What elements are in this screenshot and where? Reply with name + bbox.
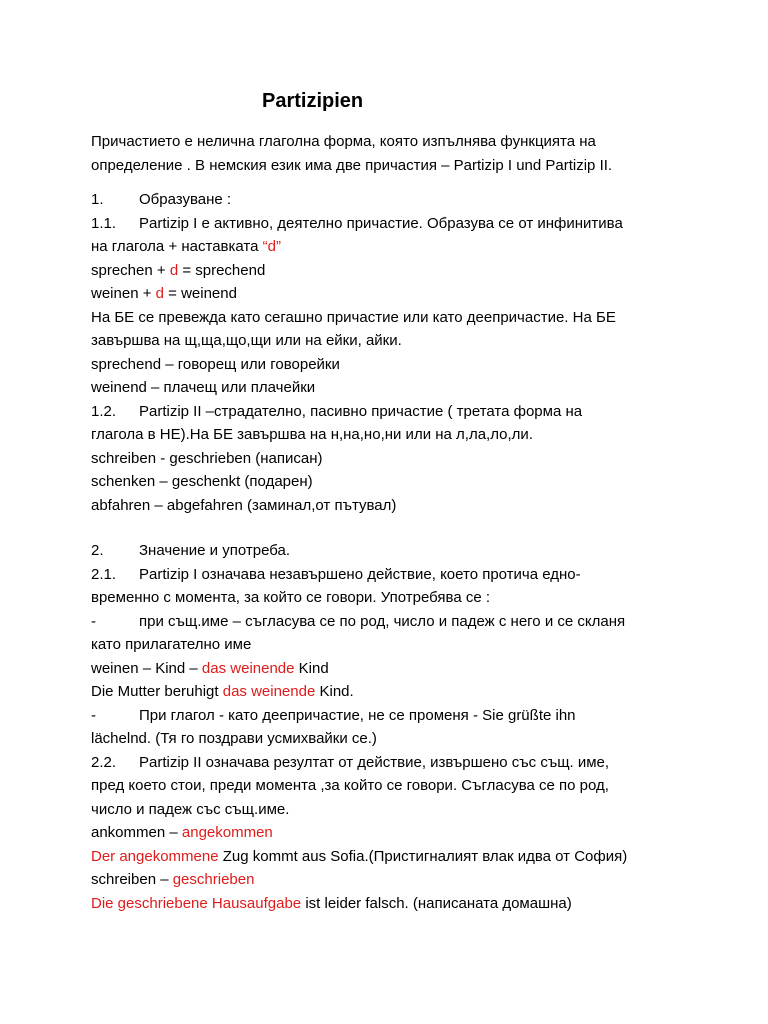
paragraph-number: 1.1. bbox=[91, 214, 117, 232]
example-text: Kind bbox=[294, 659, 329, 677]
bullet-dash: - bbox=[91, 706, 96, 724]
example-line bbox=[91, 680, 731, 704]
section-1-heading bbox=[91, 188, 731, 212]
example-line bbox=[91, 845, 731, 869]
highlight-text: Der angekommene bbox=[91, 847, 219, 865]
example-text: sprechen + bbox=[91, 261, 170, 279]
highlight-text: das weinende bbox=[222, 683, 316, 700]
paragraph-1-2-cont: глагола в НЕ).На БЕ завършва на н,на,но,ни или на л,ла,ло,ли. bbox=[91, 426, 533, 443]
paragraph-2-2-cont: пред което стои, преди момента ,за който се говори. Съгласува се по род, bbox=[91, 777, 609, 794]
paragraph-text: Partizip I е активно, деятелно причастие. Образува се от инфинитива bbox=[139, 214, 623, 232]
bullet-text: При глагол - като деепричастие, не се променя - Sie grüßte ihn bbox=[139, 706, 576, 724]
highlight-text: d bbox=[155, 285, 164, 302]
example-text: Die Mutter beruhigt bbox=[91, 683, 223, 700]
example-text: Kind. bbox=[315, 683, 354, 700]
example-line bbox=[91, 821, 731, 845]
example-text: weinen + bbox=[91, 285, 156, 302]
example-text: ist leider falsch. (написаната домашна) bbox=[301, 894, 572, 912]
bullet-line bbox=[91, 610, 731, 634]
example-text: = sprechend bbox=[178, 261, 266, 279]
section-number: 2. bbox=[91, 542, 104, 559]
example-line: schreiben - geschrieben (написан) bbox=[91, 449, 323, 467]
bullet-text: при същ.име – съгласува се по род, число и падеж с него и се скланя bbox=[139, 612, 626, 630]
paragraph-1-1 bbox=[91, 212, 731, 236]
document-title: Partizipien bbox=[262, 90, 364, 112]
translation-line: завършва на щ,ща,що,щи или на ейки, айки. bbox=[91, 332, 402, 349]
bullet-line-cont: lächelnd. (Тя го поздрави усмихвайки се.) bbox=[91, 730, 377, 747]
paragraph-number: 1.2. bbox=[91, 402, 117, 420]
paragraph-2-1-cont: временно с момента, за който се говори. Употребява се : bbox=[91, 589, 491, 606]
example-text: Zug kommt aus Sofia.(Пристигналият влак идва от София) bbox=[218, 847, 628, 865]
example-text: ankommen – bbox=[91, 824, 182, 841]
example-line: weinend – плачещ или плачейки bbox=[91, 379, 316, 396]
example-line: abfahren – abgefahren (заминал,от пътувал) bbox=[91, 496, 397, 514]
paragraph-text: Partizip II –страдателно, пасивно причастие ( третата форма на bbox=[139, 402, 583, 420]
example-text: schreiben – bbox=[91, 871, 173, 888]
highlight-suffix: “d” bbox=[262, 238, 281, 255]
paragraph-text: Partizip I означава незавършено действие, което протича едно- bbox=[139, 565, 581, 583]
example-line bbox=[91, 868, 731, 892]
paragraph-1-1-cont bbox=[91, 235, 731, 259]
example-line bbox=[91, 892, 731, 916]
highlight-text: Die geschriebene Hausaufgabe bbox=[91, 894, 302, 912]
example-text: weinen – Kind – bbox=[91, 659, 202, 677]
translation-line: На БЕ се превежда като сегашно причастие или като деепричастие. На БЕ bbox=[91, 308, 616, 326]
paragraph-2-2 bbox=[91, 751, 731, 775]
example-line: sprechend – говорещ или говорейки bbox=[91, 355, 340, 373]
highlight-text: d bbox=[169, 261, 179, 279]
example-line bbox=[91, 282, 731, 306]
paragraph-number: 2.1. bbox=[91, 565, 117, 583]
section-number: 1. bbox=[91, 191, 104, 208]
paragraph-text: Partizip II означава резултат от действие, извършено със същ. име, bbox=[139, 753, 610, 771]
highlight-text: geschrieben bbox=[172, 871, 255, 888]
paragraph-2-2-cont: число и падеж със същ.име. bbox=[91, 800, 290, 818]
section-title: Значение и употреба. bbox=[139, 542, 291, 559]
paragraph-number: 2.2. bbox=[91, 753, 117, 771]
bullet-line bbox=[91, 704, 731, 728]
paragraph-text: на глагола + наставката bbox=[91, 238, 263, 255]
paragraph-1-2 bbox=[91, 400, 731, 424]
bullet-dash: - bbox=[91, 612, 96, 630]
example-line bbox=[91, 657, 731, 681]
section-2-heading bbox=[91, 539, 731, 563]
intro-line-2: определение . В немския език има две причастия – Partizip I und Partizip II. bbox=[91, 156, 613, 174]
section-title: Образуване : bbox=[139, 191, 232, 208]
paragraph-2-1 bbox=[91, 563, 731, 587]
example-line: schenken – geschenkt (подарен) bbox=[91, 473, 313, 490]
highlight-text: angekommen bbox=[181, 824, 273, 841]
example-text: = weinend bbox=[163, 285, 237, 302]
example-line bbox=[91, 259, 731, 283]
bullet-line-cont: като прилагателно име bbox=[91, 636, 252, 653]
highlight-text: das weinende bbox=[201, 659, 295, 677]
document-body bbox=[91, 130, 731, 915]
intro-line-1: Причастието е нелична глаголна форма, която изпълнява функцията на bbox=[91, 133, 596, 150]
